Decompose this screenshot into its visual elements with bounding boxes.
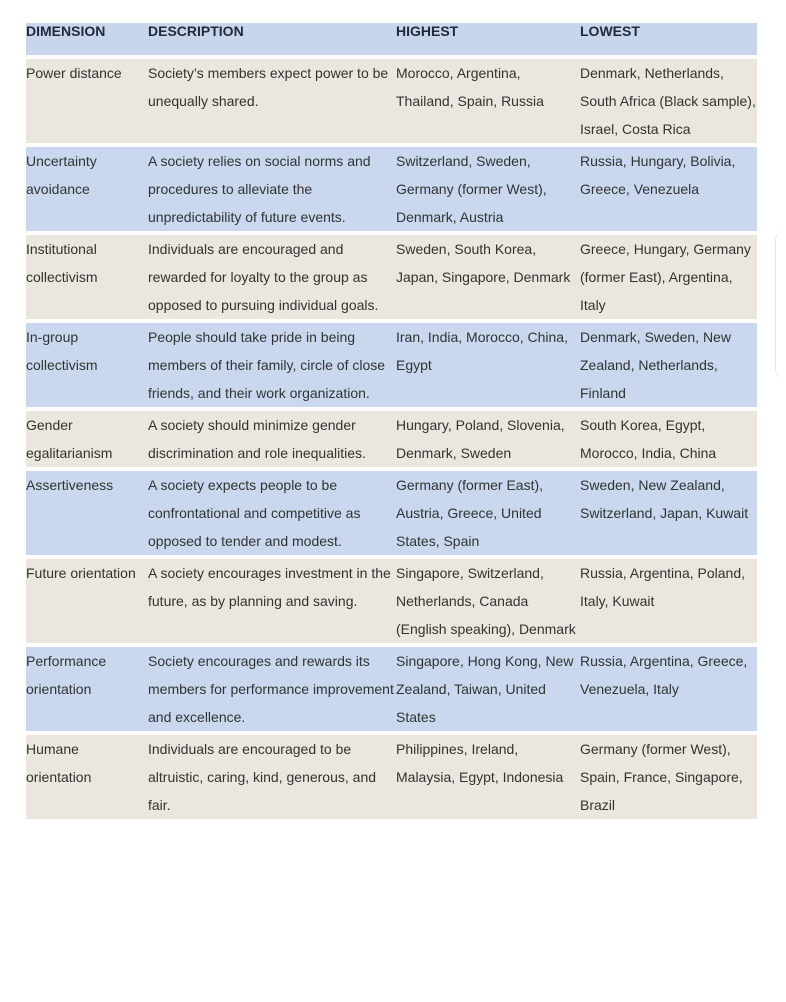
table-row (26, 411, 757, 467)
description-cell: A society encourages investment in the future, as by planning and saving. (148, 559, 396, 643)
description-cell: Individuals are encouraged to be altruistic, caring, kind, generous, and fair. (148, 735, 396, 819)
page-edge-decoration (775, 230, 786, 380)
dimension-cell: Assertiveness (26, 471, 148, 555)
lowest-cell: Greece, Hungary, Germany (former East), Argentina, Italy (580, 235, 757, 319)
lowest-cell: South Korea, Egypt, Morocco, India, China (580, 411, 757, 467)
dimension-cell: Performance orientation (26, 647, 148, 731)
description-cell: A society relies on social norms and procedures to alleviate the unpredictability of future events. (148, 147, 396, 231)
lowest-cell: Denmark, Sweden, New Zealand, Netherlands, Finland (580, 323, 757, 407)
table-row (26, 235, 757, 319)
lowest-cell: Denmark, Netherlands, South Africa (Black sample), Israel, Costa Rica (580, 59, 757, 143)
highest-cell: Germany (former East), Austria, Greece, United States, Spain (396, 471, 580, 555)
lowest-cell: Sweden, New Zealand, Switzerland, Japan, Kuwait (580, 471, 757, 555)
table-row (26, 471, 757, 555)
table-header-row (26, 23, 757, 55)
description-cell: Society encourages and rewards its members for performance improvement and excellence. (148, 647, 396, 731)
description-cell: Individuals are encouraged and rewarded for loyalty to the group as opposed to pursuing individual goals. (148, 235, 396, 319)
dimension-cell: In-group collectivism (26, 323, 148, 407)
highest-cell: Sweden, South Korea, Japan, Singapore, Denmark (396, 235, 580, 319)
highest-cell: Philippines, Ireland, Malaysia, Egypt, Indonesia (396, 735, 580, 819)
table-row (26, 323, 757, 407)
header-highest: HIGHEST (396, 23, 580, 55)
highest-cell: Singapore, Hong Kong, New Zealand, Taiwan, United States (396, 647, 580, 731)
lowest-cell: Russia, Argentina, Poland, Italy, Kuwait (580, 559, 757, 643)
description-cell: People should take pride in being members of their family, circle of close friends, and their work organization. (148, 323, 396, 407)
table-row (26, 59, 757, 143)
lowest-cell: Russia, Hungary, Bolivia, Greece, Venezuela (580, 147, 757, 231)
table-row (26, 559, 757, 643)
description-cell: Society’s members expect power to be unequally shared. (148, 59, 396, 143)
dimension-cell: Future orientation (26, 559, 148, 643)
highest-cell: Singapore, Switzerland, Netherlands, Canada (English speaking), Denmark (396, 559, 580, 643)
description-cell: A society should minimize gender discrimination and role inequalities. (148, 411, 396, 467)
description-cell: A society expects people to be confrontational and competitive as opposed to tender and modest. (148, 471, 396, 555)
dimension-cell: Gender egalitarianism (26, 411, 148, 467)
table-row (26, 735, 757, 819)
header-description: DESCRIPTION (148, 23, 396, 55)
header-lowest: LOWEST (580, 23, 757, 55)
header-dimension: DIMENSION (26, 23, 148, 55)
lowest-cell: Russia, Argentina, Greece, Venezuela, Italy (580, 647, 757, 731)
lowest-cell: Germany (former West), Spain, France, Singapore, Brazil (580, 735, 757, 819)
dimensions-table (26, 19, 757, 823)
dimension-cell: Power distance (26, 59, 148, 143)
dimension-cell: Humane orientation (26, 735, 148, 819)
dimension-cell: Institutional collectivism (26, 235, 148, 319)
highest-cell: Morocco, Argentina, Thailand, Spain, Russia (396, 59, 580, 143)
highest-cell: Iran, India, Morocco, China, Egypt (396, 323, 580, 407)
highest-cell: Hungary, Poland, Slovenia, Denmark, Sweden (396, 411, 580, 467)
dimension-cell: Uncertainty avoidance (26, 147, 148, 231)
table-row (26, 647, 757, 731)
table-row (26, 147, 757, 231)
highest-cell: Switzerland, Sweden, Germany (former West), Denmark, Austria (396, 147, 580, 231)
